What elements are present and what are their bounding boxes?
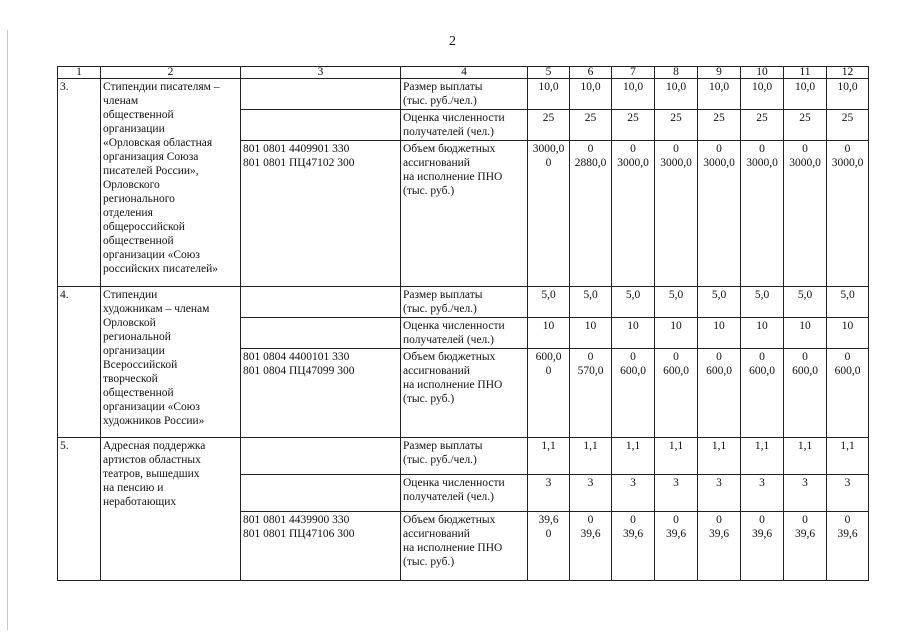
indicator-name: Размер выплаты (тыс. руб./чел.) xyxy=(401,79,528,110)
value-cell: 5,0 xyxy=(655,287,698,318)
value-cell: 25 xyxy=(655,110,698,141)
col-header: 5 xyxy=(528,67,570,79)
value-cell: 1,1 xyxy=(655,438,698,475)
value-cell: 0 600,0 xyxy=(698,349,741,438)
value-cell: 1,1 xyxy=(570,438,612,475)
value-cell: 3000,0 0 xyxy=(528,141,570,287)
budget-codes: 801 0804 4400101 330 801 0804 ПЦ47099 300 xyxy=(241,349,401,438)
value-cell: 25 xyxy=(784,110,827,141)
table-row xyxy=(58,438,869,475)
value-cell: 0 39,6 xyxy=(741,512,784,581)
value-cell: 1,1 xyxy=(741,438,784,475)
value-cell: 0 600,0 xyxy=(784,349,827,438)
table-row xyxy=(58,79,869,110)
value-cell: 0 39,6 xyxy=(612,512,655,581)
col-header: 3 xyxy=(241,67,401,79)
value-cell: 10 xyxy=(827,318,869,349)
value-cell: 0 3000,0 xyxy=(655,141,698,287)
table-row xyxy=(58,287,869,318)
value-cell: 3 xyxy=(784,475,827,512)
indicator-name: Объем бюджетных ассигнований на исполнение ПНО (тыс. руб.) xyxy=(401,512,528,581)
col-header: 2 xyxy=(101,67,241,79)
budget-codes xyxy=(241,287,401,318)
value-cell: 0 39,6 xyxy=(698,512,741,581)
value-cell: 5,0 xyxy=(612,287,655,318)
budget-codes xyxy=(241,79,401,110)
col-header: 4 xyxy=(401,67,528,79)
value-cell: 25 xyxy=(528,110,570,141)
value-cell: 0 39,6 xyxy=(570,512,612,581)
value-cell: 3 xyxy=(570,475,612,512)
budget-codes: 801 0801 4409901 330 801 0801 ПЦ47102 300 xyxy=(241,141,401,287)
value-cell: 1,1 xyxy=(698,438,741,475)
row-number: 4. xyxy=(58,287,101,438)
measure-name: Адресная поддержка артистов областных театров, вышедших на пенсию и неработающих xyxy=(101,438,241,581)
value-cell: 5,0 xyxy=(784,287,827,318)
col-header: 12 xyxy=(827,67,869,79)
value-cell: 0 2880,0 xyxy=(570,141,612,287)
indicator-name: Объем бюджетных ассигнований на исполнение ПНО (тыс. руб.) xyxy=(401,349,528,438)
value-cell: 10 xyxy=(784,318,827,349)
value-cell: 0 570,0 xyxy=(570,349,612,438)
value-cell: 5,0 xyxy=(698,287,741,318)
budget-codes xyxy=(241,110,401,141)
value-cell: 10,0 xyxy=(827,79,869,110)
value-cell: 0 3000,0 xyxy=(784,141,827,287)
value-cell: 0 600,0 xyxy=(827,349,869,438)
value-cell: 0 600,0 xyxy=(741,349,784,438)
value-cell: 10,0 xyxy=(784,79,827,110)
col-header: 9 xyxy=(698,67,741,79)
indicator-name: Размер выплаты (тыс. руб./чел.) xyxy=(401,438,528,475)
value-cell: 3 xyxy=(528,475,570,512)
col-header: 7 xyxy=(612,67,655,79)
value-cell: 1,1 xyxy=(784,438,827,475)
value-cell: 10 xyxy=(528,318,570,349)
value-cell: 39,6 0 xyxy=(528,512,570,581)
value-cell: 10 xyxy=(612,318,655,349)
row-number: 3. xyxy=(58,79,101,287)
value-cell: 3 xyxy=(827,475,869,512)
value-cell: 25 xyxy=(741,110,784,141)
col-header: 6 xyxy=(570,67,612,79)
value-cell: 3 xyxy=(612,475,655,512)
value-cell: 25 xyxy=(698,110,741,141)
value-cell: 0 39,6 xyxy=(827,512,869,581)
value-cell: 5,0 xyxy=(528,287,570,318)
value-cell: 10,0 xyxy=(570,79,612,110)
value-cell: 25 xyxy=(612,110,655,141)
value-cell: 10 xyxy=(698,318,741,349)
value-cell: 25 xyxy=(827,110,869,141)
col-header: 10 xyxy=(741,67,784,79)
value-cell: 3 xyxy=(655,475,698,512)
value-cell: 0 3000,0 xyxy=(741,141,784,287)
value-cell: 1,1 xyxy=(827,438,869,475)
value-cell: 1,1 xyxy=(612,438,655,475)
scan-edge-line xyxy=(7,30,8,630)
value-cell: 0 39,6 xyxy=(655,512,698,581)
value-cell: 0 3000,0 xyxy=(698,141,741,287)
indicator-name: Оценка численности получателей (чел.) xyxy=(401,318,528,349)
indicator-name: Оценка численности получателей (чел.) xyxy=(401,475,528,512)
value-cell: 3 xyxy=(741,475,784,512)
value-cell: 10 xyxy=(741,318,784,349)
value-cell: 10,0 xyxy=(612,79,655,110)
value-cell: 5,0 xyxy=(827,287,869,318)
budget-codes xyxy=(241,438,401,475)
value-cell: 10,0 xyxy=(655,79,698,110)
value-cell: 25 xyxy=(570,110,612,141)
measure-name: Стипендии писателям – членам общественной организации «Орловская областная организация Союза писателей России», Орловского регионального отделения общероссийской общественной организации «Союз российских писателей» xyxy=(101,79,241,287)
value-cell: 10,0 xyxy=(698,79,741,110)
indicator-name: Оценка численности получателей (чел.) xyxy=(401,110,528,141)
indicator-name: Объем бюджетных ассигнований на исполнение ПНО (тыс. руб.) xyxy=(401,141,528,287)
page-number: 2 xyxy=(449,34,456,49)
value-cell: 10,0 xyxy=(741,79,784,110)
value-cell: 10,0 xyxy=(528,79,570,110)
value-cell: 600,0 0 xyxy=(528,349,570,438)
value-cell: 10 xyxy=(655,318,698,349)
measure-name: Стипендии художникам – членам Орловской региональной организации Всероссийской творческой общественной организации «Союз художников России» xyxy=(101,287,241,438)
col-header: 1 xyxy=(58,67,101,79)
value-cell: 5,0 xyxy=(741,287,784,318)
value-cell: 3 xyxy=(698,475,741,512)
col-header: 11 xyxy=(784,67,827,79)
col-header: 8 xyxy=(655,67,698,79)
budget-codes xyxy=(241,318,401,349)
value-cell: 0 600,0 xyxy=(655,349,698,438)
budget-codes xyxy=(241,475,401,512)
value-cell: 0 3000,0 xyxy=(827,141,869,287)
value-cell: 0 600,0 xyxy=(612,349,655,438)
value-cell: 0 39,6 xyxy=(784,512,827,581)
header-row xyxy=(58,67,869,79)
value-cell: 10 xyxy=(570,318,612,349)
indicator-name: Размер выплаты (тыс. руб./чел.) xyxy=(401,287,528,318)
value-cell: 0 3000,0 xyxy=(612,141,655,287)
value-cell: 1,1 xyxy=(528,438,570,475)
budget-codes: 801 0801 4439900 330 801 0801 ПЦ47106 300 xyxy=(241,512,401,581)
budget-table xyxy=(57,66,869,581)
value-cell: 5,0 xyxy=(570,287,612,318)
row-number: 5. xyxy=(58,438,101,581)
